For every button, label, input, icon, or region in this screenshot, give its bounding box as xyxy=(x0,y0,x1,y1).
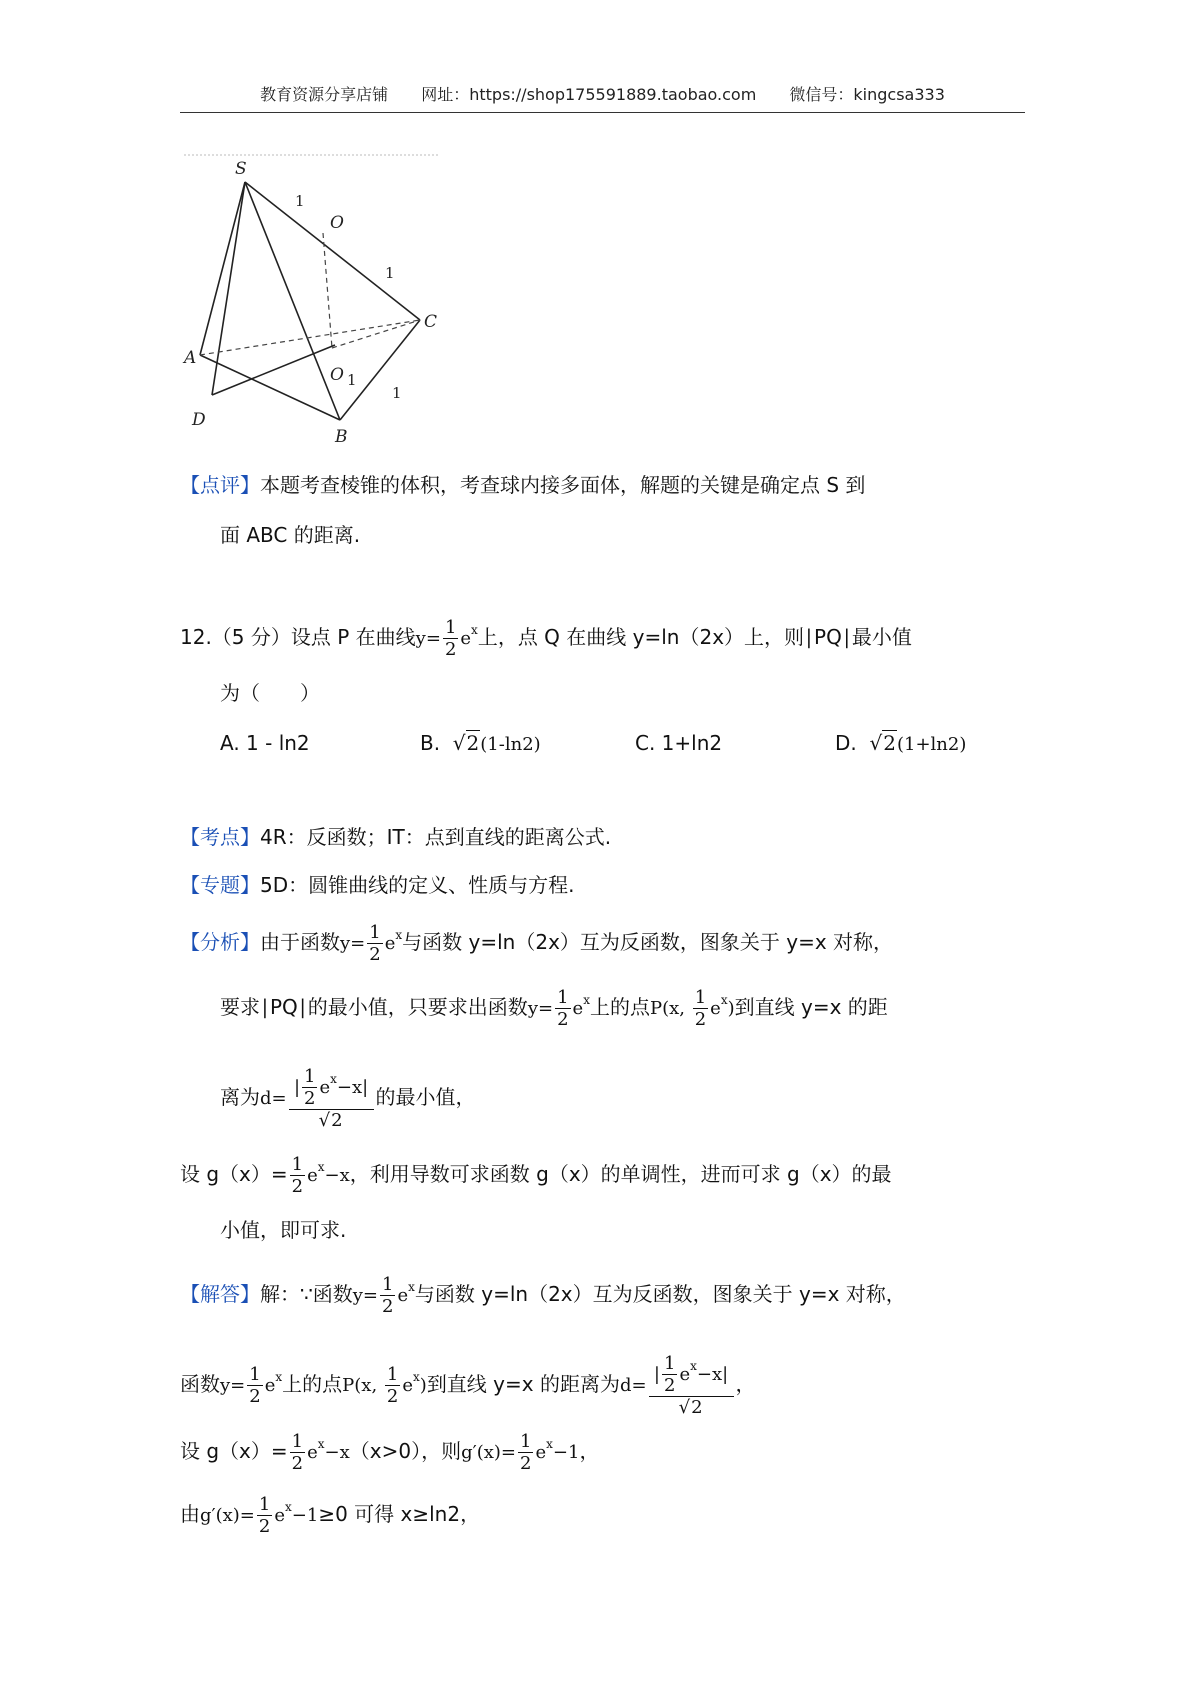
fenxi-tag: 【分析】 xyxy=(180,930,260,954)
kaodian-tag: 【考点】 xyxy=(180,825,260,849)
kaodian-line: 【考点】4R：反函数；IT：点到直线的距离公式. xyxy=(180,825,612,849)
zhuanti-line: 【专题】5D：圆锥曲线的定义、性质与方程. xyxy=(180,873,575,897)
label-O1-sub: 1 xyxy=(347,371,357,389)
jieda-tag: 【解答】 xyxy=(180,1282,260,1306)
edge-label-BC: 1 xyxy=(392,384,402,402)
option-d: D. √2(1+ln2) xyxy=(835,731,967,755)
jieda-line-2: 函数y= $\frac{1}{2}$ $e^x$上的点P(x, $\frac{1}{2}$ $e^x$)到直线 y=x 的距离为d= | $\frac{1}{2}$ $e^x-x|$ √2 ， xyxy=(180,1353,756,1418)
label-C: C xyxy=(424,312,438,332)
label-O: O xyxy=(330,213,344,233)
label-D: D xyxy=(192,410,206,430)
fenxi-line-5: 小值，即可求. xyxy=(220,1218,347,1242)
label-S: S xyxy=(235,159,247,179)
review-tag: 【点评】 xyxy=(180,473,260,497)
shop-url: 网址：https://shop175591889.taobao.com xyxy=(421,85,757,104)
jieda-line-1: 【解答】解：∵函数y= $\frac{1}{2}$ $e^x$与函数 y=ln（2x）互为反函数，图象关于 y=x 对称， xyxy=(180,1274,906,1317)
pyramid-figure xyxy=(180,150,460,460)
option-a: A. 1 - ln2 xyxy=(220,731,310,755)
jieda-line-3: 设 g（x）= $\frac{1}{2}$ $e^x-x(x>0)$，则g′(x)= $\frac{1}{2}$ $e^x-1$， xyxy=(180,1431,600,1474)
review-line-2: 面 ABC 的距离. xyxy=(220,523,361,547)
question-12-options xyxy=(180,728,1080,760)
label-A: A xyxy=(184,348,197,368)
review-line-1: 【点评】本题考查棱锥的体积，考查球内接多面体，解题的关键是确定点 S 到 xyxy=(180,473,866,497)
label-O1: O xyxy=(330,365,344,385)
label-B: B xyxy=(335,427,348,447)
fenxi-line-4: 设 g（x）= $\frac{1}{2}$ $e^x-x$，利用导数可求函数 g（x）的单调性，进而可求 g（x）的最 xyxy=(180,1154,892,1197)
option-b: B. √2(1-ln2) xyxy=(420,731,541,755)
edge-label-SO: 1 xyxy=(295,192,305,210)
question-12-line-2: 为（ ） xyxy=(220,681,320,705)
shop-name: 教育资源分享店铺 xyxy=(260,85,389,104)
edge-label-OC: 1 xyxy=(385,264,395,282)
question-12-line-1: 12.（5 分）设点 P 在曲线y= $\frac{1}{2}$ $e^x$上，点 Q 在曲线 y=ln（2x）上，则∣PQ∣最小值 xyxy=(180,617,912,660)
page-header xyxy=(180,82,1025,105)
wechat-id: 微信号：kingcsa333 xyxy=(789,85,945,104)
header-divider xyxy=(180,112,1025,113)
zhuanti-tag: 【专题】 xyxy=(180,873,260,897)
fenxi-line-1: 【分析】由于函数y= $\frac{1}{2}$ $e^x$与函数 y=ln（2x）互为反函数，图象关于 y=x 对称， xyxy=(180,922,894,965)
option-c: C. 1+ln2 xyxy=(635,731,723,755)
fenxi-line-3: 离为d= | $\frac{1}{2}$ $e^x-x|$ √2 的最小值， xyxy=(220,1066,476,1131)
jieda-line-4: 由g′(x)= $\frac{1}{2}$ $e^x-1\ge 0$ 可得 x≥ln2， xyxy=(180,1494,481,1537)
formula-y-half-ex: y= $\frac{1}{2}$ $e^x$ xyxy=(415,617,478,660)
fenxi-line-2: 要求∣PQ∣的最小值，只要求出函数y= $\frac{1}{2}$ $e^x$上的点P(x, $\frac{1}{2}$ $e^x$)到直线 y=x 的距 xyxy=(220,987,888,1030)
